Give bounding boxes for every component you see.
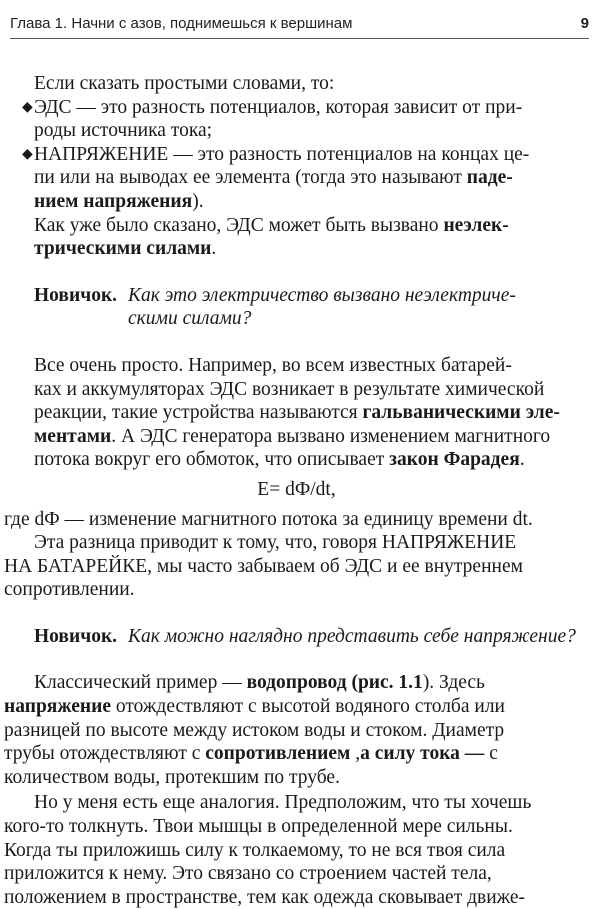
chapter-title: Глава 1. Начни с азов, поднимешься к вершинам — [10, 15, 353, 32]
text: ках и аккумуляторах ЭДС возникает в результате химической — [34, 378, 545, 400]
paragraph-flux — [4, 508, 559, 602]
text: Как уже было сказано, ЭДС может быть вызвано — [34, 214, 444, 236]
bold-term: закон Фарадея — [389, 449, 520, 471]
dialog-question-2 — [34, 625, 576, 649]
bullet-diamond-icon: ◆ — [22, 146, 33, 162]
speaker-label: Новичок. — [34, 284, 118, 306]
text: отождествляют с высотой водяного столба или — [111, 696, 505, 718]
text: количеством воды, протекшим по трубе. — [4, 766, 340, 788]
text: НА БАТАРЕЙКЕ, мы часто забываем об ЭДС и ее внутреннем — [4, 555, 523, 577]
bullet-text: ). — [192, 190, 204, 212]
text: . — [519, 449, 525, 471]
bold-term: сопротивлением — [205, 743, 351, 765]
bold-term: водопровод (рис. 1.1 — [246, 672, 423, 694]
bullet-text: пи или на выводах ее элемента (тогда это называют — [34, 167, 467, 189]
bold-term: ментами — [34, 425, 112, 447]
text: приложится к нему. Это связано со строением частей тела, — [4, 863, 492, 885]
paragraph-nonelectric — [34, 214, 559, 261]
text: сопротивлении. — [4, 579, 135, 601]
bold-term: неэлек- — [443, 214, 509, 236]
bold-term: а силу тока — — [360, 743, 485, 765]
bullet-diamond-icon: ◆ — [22, 99, 33, 115]
text: трубы отождествляют с — [4, 743, 206, 765]
text: . А ЭДС генератора вызвано изменением магнитного — [111, 425, 551, 447]
bullet-text: НАПРЯЖЕНИЕ — это разность потенциалов на концах це- — [34, 143, 530, 165]
running-header — [10, 14, 589, 39]
formula: E= dФ/dt, — [257, 478, 336, 500]
page-body — [4, 72, 576, 909]
text: . — [211, 238, 217, 260]
question-text: скими силами? — [128, 308, 252, 330]
bullet-item-emf — [22, 96, 559, 143]
text: ). Здесь — [422, 672, 485, 694]
bold-term: паде- — [466, 167, 513, 189]
text: Классический пример — — [34, 672, 247, 694]
bold-term: напряжение — [4, 696, 112, 718]
paragraph-intro: Если сказать простыми словами, то: — [34, 73, 335, 94]
paragraph-galvanic — [34, 354, 559, 472]
text: положением в пространстве, тем как одежда сковывает движе- — [4, 886, 526, 908]
paragraph-water-pipe — [4, 671, 559, 789]
question-text: Как можно наглядно представить себе напряжение? — [128, 625, 576, 647]
text: разницей по высоте между истоком воды и стоком. Диаметр — [4, 719, 505, 741]
bold-term: трическими силами — [34, 238, 212, 260]
paragraph-analogy — [4, 791, 559, 909]
bullet-item-voltage — [22, 143, 559, 214]
text: кого-то толкнуть. Твои мышцы в определенной мере сильны. — [4, 816, 513, 838]
text: Все очень просто. Например, во всем известных батарей- — [34, 354, 512, 376]
bold-term: гальваническими эле- — [362, 402, 560, 424]
text: реакции, такие устройства называются — [34, 402, 363, 424]
text: , — [350, 743, 361, 765]
text: Но у меня есть еще аналогия. Предположим, что ты хочешь — [34, 792, 532, 814]
bullet-text: роды источника тока; — [34, 120, 213, 142]
text: с — [484, 743, 498, 765]
text: потока вокруг его обмоток, что описывает — [34, 449, 390, 471]
text: где dФ — изменение магнитного потока за единицу времени dt. — [4, 508, 533, 530]
speaker-label: Новичок. — [34, 625, 118, 647]
question-text: Как это электричество вызвано неэлектриче- — [128, 284, 516, 306]
dialog-question-1 — [34, 284, 559, 331]
page-number: 9 — [580, 15, 589, 32]
bullet-text: ЭДС — это разность потенциалов, которая зависит от при- — [34, 96, 523, 118]
bold-term: нием напряжения — [34, 190, 193, 212]
text: Эта разница приводит к тому, что, говоря НАПРЯЖЕНИЕ — [34, 532, 517, 554]
text: Когда ты приложишь силу к толкаемому, то не вся твоя сила — [4, 839, 506, 861]
